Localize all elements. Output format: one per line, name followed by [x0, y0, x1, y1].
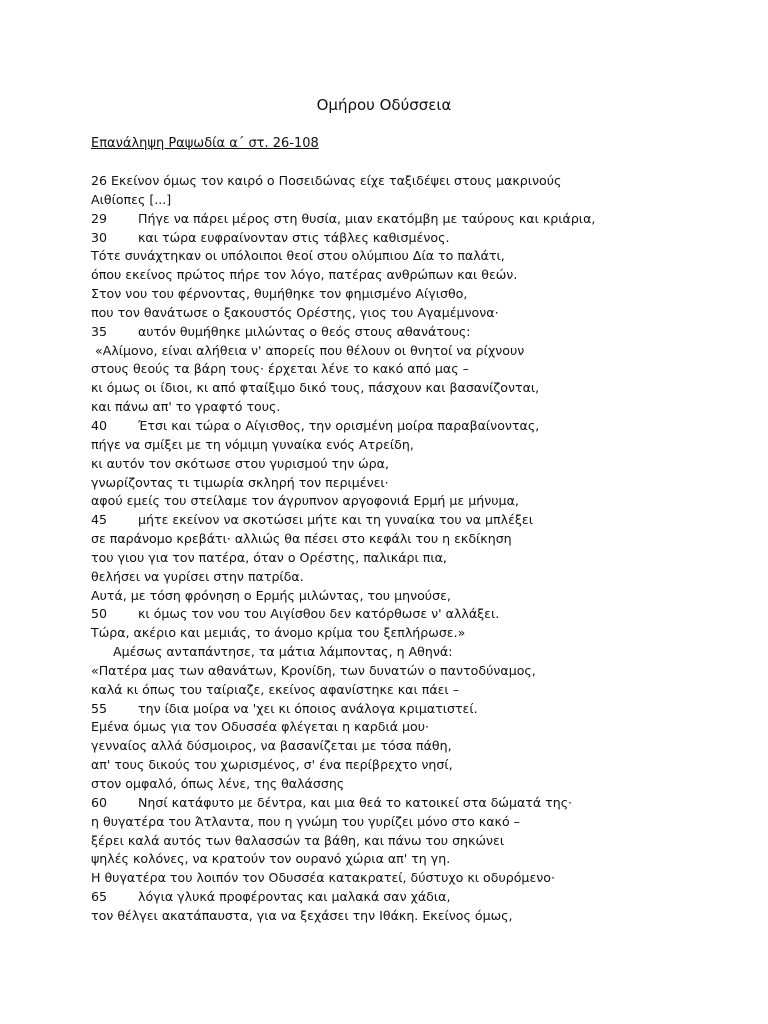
line-text: Εκείνον όμως τον καιρό ο Ποσειδώνας είχε ταξιδέψει στους μακρινούς	[111, 173, 562, 188]
poem-line	[91, 360, 731, 379]
poem-line	[91, 643, 731, 662]
poem-line	[91, 530, 731, 549]
poem-line	[91, 492, 731, 511]
line-text: πήγε να σμίξει με τη νόμιμη γυναίκα ενός Ατρείδη,	[91, 436, 414, 452]
line-text: Έτσι και τώρα ο Αίγισθος, την ορισμένη μοίρα παραβαίνοντας,	[138, 417, 540, 433]
line-text: τον θέλγει ακατάπαυστα, για να ξεχάσει την Ιθάκη. Εκείνος όμως,	[91, 907, 513, 923]
line-text: στους θεούς τα βάρη τους· έρχεται λένε το κακό από μας –	[91, 361, 469, 377]
poem-line	[91, 474, 731, 493]
line-text: ψηλές κολόνες, να κρατούν τον ουρανό χώρια απ' τη γη.	[91, 851, 451, 867]
poem-line	[91, 756, 731, 775]
line-text: Εμένα όμως για τον Οδυσσέα φλέγεται η καρδιά μου·	[91, 719, 430, 735]
poem-line	[91, 229, 731, 248]
poem-line	[91, 587, 731, 606]
line-number: 65	[91, 889, 108, 905]
poem-line	[91, 511, 731, 530]
line-text: Πήγε να πάρει μέρος στη θυσία, μιαν εκατόμβη με ταύρους και κριάρια,	[138, 210, 596, 226]
line-text: Στον νου του φέρνοντας, θυμήθηκε τον φημισμένο Αίγισθο,	[91, 286, 468, 302]
line-number: 30	[91, 229, 108, 245]
line-number: 45	[91, 512, 108, 528]
line-text: και πάνω απ' το γραφτό τους.	[91, 399, 281, 415]
line-number: 26	[91, 173, 108, 188]
poem-line	[91, 436, 731, 455]
line-text: Αυτά, με τόση φρόνηση ο Ερμής μιλώντας, του μηνούσε,	[91, 587, 451, 603]
line-text: στον ομφαλό, όπως λένε, της θαλάσσης	[91, 776, 345, 791]
line-text: ξέρει καλά αυτός των θαλασσών τα βάθη, και πάνω του σηκώνει	[91, 832, 505, 848]
line-text: λόγια γλυκά προφέροντας και μαλακά σαν χάδια,	[138, 889, 451, 905]
line-text: γενναίος αλλά δύσμοιρος, να βασανίζεται με τόσα πάθη,	[91, 738, 452, 754]
poem-line	[91, 813, 731, 832]
poem-line	[91, 605, 731, 624]
poem-line	[91, 266, 731, 285]
line-text: Η θυγατέρα του λοιπόν τον Οδυσσέα κατακρατεί, δύστυχο κι οδυρόμενο·	[91, 870, 555, 886]
line-text: την ίδια μοίρα να 'χει κι όποιος ανάλογα κριματιστεί.	[138, 700, 478, 716]
line-text: «Αλίμονο, είναι αλήθεια ν' απορείς που θέλουν οι θνητοί να ρίχνουν	[95, 342, 525, 358]
line-text: κι όμως τον νου του Αιγίσθου δεν κατόρθωσε ν' αλλάξει.	[138, 606, 500, 622]
poem-line	[91, 888, 731, 907]
poem-line	[91, 398, 731, 417]
line-text: που τον θανάτωσε ο ξακουστός Ορέστης, γιος του Αγαμέμνονα·	[91, 304, 499, 320]
line-text: και τώρα ευφραίνονταν στις τάβλες καθισμένος.	[138, 229, 450, 245]
line-text: του γιου για τον πατέρα, όταν ο Ορέστης, παλικάρι πια,	[91, 549, 447, 565]
line-text: Νησί κατάφυτο με δέντρα, και μια θεά το κατοικεί στα δώματά της·	[138, 794, 573, 810]
poem-line	[91, 869, 731, 888]
line-text: μήτε εκείνον να σκοτώσει μήτε και τη γυναίκα του να μπλέξει	[138, 512, 533, 528]
poem-line	[91, 172, 731, 191]
poem-line	[91, 832, 731, 851]
line-text: θελήσει να γυρίσει στην πατρίδα.	[91, 568, 304, 584]
line-text: καλά κι όπως του ταίριαζε, εκείνος αφανίστηκε και πάει –	[91, 681, 459, 697]
line-number: 60	[91, 794, 108, 810]
poem-line	[91, 455, 731, 474]
poem-line	[91, 737, 731, 756]
poem-line	[91, 850, 731, 869]
poem-line	[91, 549, 731, 568]
poem-line	[91, 285, 731, 304]
page-title: Ομήρου Οδύσσεια	[316, 96, 452, 114]
line-text: «Πατέρα μας των αθανάτων, Κρονίδη, των δυνατών ο παντοδύναμος,	[91, 662, 536, 678]
poem-line	[91, 794, 731, 813]
line-text: όπου εκείνος πρώτος πήρε τον λόγο, πατέρας ανθρώπων και θεών.	[91, 267, 518, 283]
line-text: αφού εμείς του στείλαμε τον άγρυπνον αργοφονιά Ερμή με μήνυμα,	[91, 493, 519, 509]
poem-line	[91, 342, 731, 361]
poem-line	[91, 662, 731, 681]
poem-line	[91, 624, 731, 643]
poem-line	[91, 247, 731, 266]
line-number: 29	[91, 210, 108, 226]
poem-line	[91, 775, 731, 794]
poem-line	[91, 417, 731, 436]
line-number: 55	[91, 700, 108, 716]
line-text: σε παράνομο κρεβάτι· αλλιώς θα πέσει στο κεφάλι του η εκδίκηση	[91, 531, 512, 547]
section-heading: Επανάληψη Ραψωδία α΄ στ. 26-108	[91, 136, 319, 151]
line-number: 50	[91, 606, 108, 622]
poem-line	[91, 681, 731, 700]
poem-line	[91, 700, 731, 719]
line-text: απ' τους δικούς του χωρισμένος, σ' ένα περίβρεχτο νησί,	[91, 757, 453, 773]
poem-line	[91, 907, 731, 926]
line-text: γνωρίζοντας τι τιμωρία σκληρή τον περιμένει·	[91, 474, 389, 490]
poem-line	[91, 568, 731, 587]
line-number: 35	[91, 323, 108, 339]
line-text: η θυγατέρα του Άτλαντα, που η γνώμη του γυρίζει μόνο στο κακό –	[91, 813, 520, 829]
poem-text	[91, 172, 731, 926]
line-text: αυτόν θυμήθηκε μιλώντας ο θεός στους αθανάτους:	[138, 323, 471, 339]
poem-line	[91, 210, 731, 229]
line-text: Τώρα, ακέριο και μεμιάς, το άνομο κρίμα του ξεπλήρωσε.»	[91, 625, 466, 641]
line-text: κι όμως οι ίδιοι, κι από φταίξιμο δικό τους, πάσχουν και βασανίζονται,	[91, 380, 540, 396]
poem-line	[91, 323, 731, 342]
line-number: 40	[91, 417, 108, 433]
poem-line	[91, 304, 731, 323]
line-text: Τότε συνάχτηκαν οι υπόλοιποι θεοί στου ολύμπιου Δία το παλάτι,	[91, 248, 505, 264]
line-text: κι αυτόν τον σκότωσε στου γυρισμού την ώρα,	[91, 455, 389, 471]
poem-line	[91, 191, 731, 210]
poem-line	[91, 379, 731, 398]
line-text: Αιθίοπες [...]	[91, 191, 172, 207]
line-text: Αμέσως ανταπάντησε, τα μάτια λάμποντας, η Αθηνά:	[113, 644, 453, 660]
poem-line	[91, 718, 731, 737]
